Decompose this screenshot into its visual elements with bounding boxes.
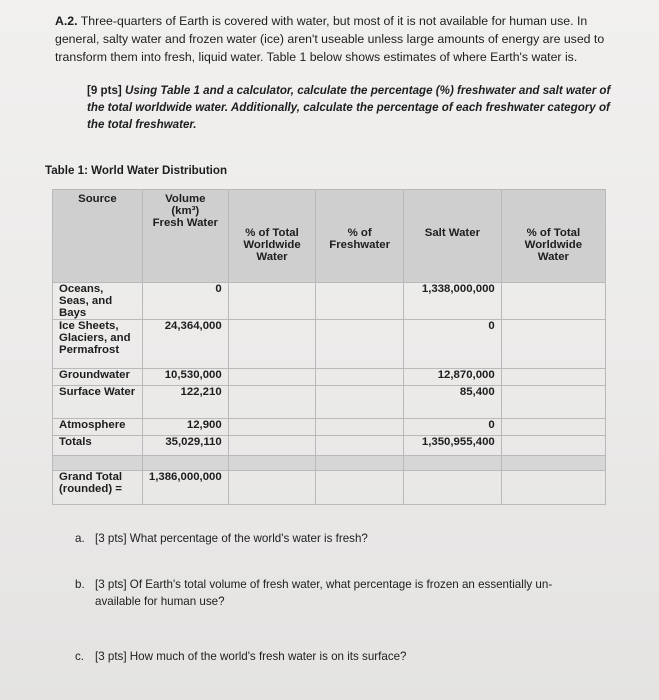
answer-cell[interactable] bbox=[228, 436, 316, 456]
question-label: a. bbox=[75, 532, 85, 545]
header-pct-freshwater: % of Freshwater bbox=[316, 190, 404, 283]
row-salt: 0 bbox=[404, 419, 502, 436]
question-label: b. bbox=[75, 578, 85, 591]
table-row bbox=[53, 283, 606, 320]
row-fresh: 122,210 bbox=[142, 386, 228, 419]
table-row bbox=[53, 320, 606, 369]
answer-cell[interactable] bbox=[501, 436, 605, 456]
question-b bbox=[75, 576, 595, 610]
answer-cell[interactable] bbox=[316, 320, 404, 369]
answer-cell[interactable] bbox=[501, 386, 605, 419]
row-salt: 1,338,000,000 bbox=[404, 283, 502, 320]
question-text: [3 pts] How much of the world's fresh water is on its surface? bbox=[95, 650, 407, 663]
answer-cell[interactable] bbox=[228, 419, 316, 436]
question-a bbox=[75, 530, 585, 547]
header-pct-total-worldwide-salt: % of Total Worldwide Water bbox=[501, 190, 605, 283]
intro-text: Three-quarters of Earth is covered with water, but most of it is not available for human use. In general, salty water and frozen water (ice) aren't useable unless large amounts of energy are used to transform them into fresh, liquid water. Table 1 below shows estimates of where Earth's water is. bbox=[55, 14, 605, 64]
answer-cell[interactable] bbox=[228, 320, 316, 369]
grand-total-label: Grand Total (rounded) = bbox=[53, 471, 143, 505]
task-instructions bbox=[87, 82, 627, 133]
row-source: Totals bbox=[53, 436, 143, 456]
row-fresh: 0 bbox=[142, 283, 228, 320]
answer-cell[interactable] bbox=[501, 419, 605, 436]
answer-cell[interactable] bbox=[316, 436, 404, 456]
row-fresh: 12,900 bbox=[142, 419, 228, 436]
header-source: Source bbox=[53, 190, 143, 283]
answer-cell[interactable] bbox=[316, 419, 404, 436]
answer-cell[interactable] bbox=[501, 283, 605, 320]
table-header-row bbox=[53, 190, 606, 283]
row-salt: 85,400 bbox=[404, 386, 502, 419]
question-text: [3 pts] Of Earth's total volume of fresh water, what percentage is frozen an essentially un-available for human use? bbox=[95, 578, 553, 608]
table-row-grand-total bbox=[53, 471, 606, 505]
question-text: [3 pts] What percentage of the world's water is fresh? bbox=[95, 532, 368, 545]
answer-cell[interactable] bbox=[316, 369, 404, 386]
row-source: Ice Sheets, Glaciers, and Permafrost bbox=[53, 320, 143, 369]
row-fresh: 10,530,000 bbox=[142, 369, 228, 386]
intro-paragraph bbox=[55, 12, 635, 66]
table-row bbox=[53, 386, 606, 419]
answer-cell[interactable] bbox=[316, 386, 404, 419]
water-distribution-table bbox=[52, 189, 606, 505]
row-salt: 1,350,955,400 bbox=[404, 436, 502, 456]
grand-total-value: 1,386,000,000 bbox=[142, 471, 228, 505]
task-points: [9 pts] bbox=[87, 84, 122, 97]
row-fresh: 35,029,110 bbox=[142, 436, 228, 456]
header-pct-total-worldwide-fresh: % of Total Worldwide Water bbox=[228, 190, 316, 283]
row-fresh: 24,364,000 bbox=[142, 320, 228, 369]
table-spacer-row bbox=[53, 456, 606, 471]
answer-cell[interactable] bbox=[501, 369, 605, 386]
header-volume-label: Volume bbox=[165, 193, 206, 205]
problem-label: A.2. bbox=[55, 14, 78, 28]
header-salt-water: Salt Water bbox=[404, 190, 502, 283]
header-fresh-water: Fresh Water bbox=[152, 217, 218, 229]
question-c bbox=[75, 648, 585, 665]
row-source: Oceans, Seas, and Bays bbox=[53, 283, 143, 320]
table-row-totals bbox=[53, 436, 606, 456]
answer-cell[interactable] bbox=[228, 386, 316, 419]
question-label: c. bbox=[75, 650, 85, 663]
row-source: Groundwater bbox=[53, 369, 143, 386]
row-source: Surface Water bbox=[53, 386, 143, 419]
answer-cell[interactable] bbox=[228, 283, 316, 320]
header-volume bbox=[142, 190, 228, 283]
task-text: Using Table 1 and a calculator, calculate the percentage (%) freshwater and salt water of the total worldwide water. Additionally, calculate the percentage of each freshwater category of the total freshwater. bbox=[87, 84, 611, 131]
row-salt: 0 bbox=[404, 320, 502, 369]
row-source: Atmosphere bbox=[53, 419, 143, 436]
header-volume-unit: (km³) bbox=[171, 205, 200, 217]
table-title: Table 1: World Water Distribution bbox=[45, 164, 228, 177]
row-salt: 12,870,000 bbox=[404, 369, 502, 386]
answer-cell[interactable] bbox=[501, 320, 605, 369]
answer-cell[interactable] bbox=[228, 369, 316, 386]
table-row bbox=[53, 419, 606, 436]
table-row bbox=[53, 369, 606, 386]
answer-cell[interactable] bbox=[316, 283, 404, 320]
